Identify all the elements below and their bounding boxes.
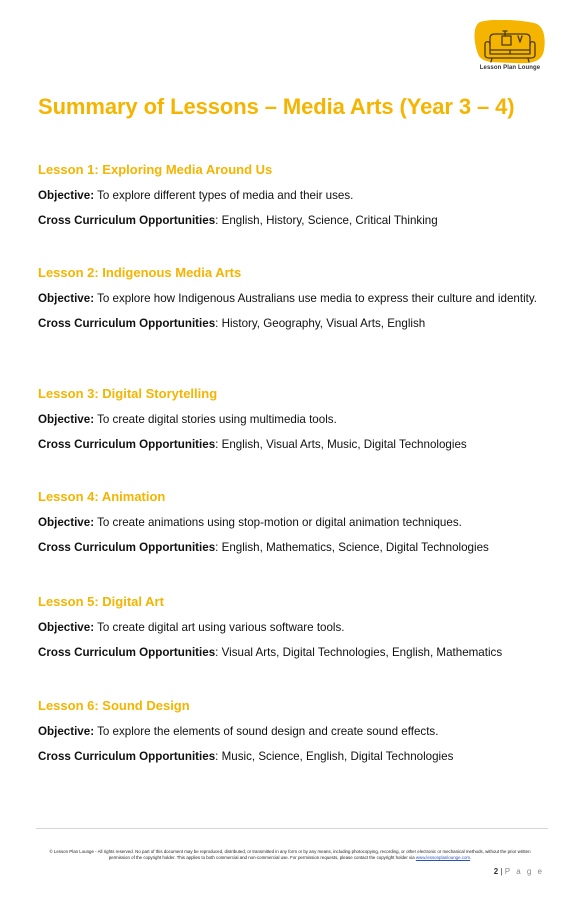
lesson-item [38,697,548,765]
objective-label: Objective: [38,621,95,634]
lesson-title: Lesson 1: Exploring Media Around Us [38,162,273,177]
sofa-icon [474,20,546,66]
objective-text: To create animations using stop-motion or digital animation techniques. [94,516,462,529]
page-word: P a g e [504,867,544,876]
objective-text: To create digital stories using multimedia tools. [94,413,337,426]
cross-label: Cross Curriculum Opportunities [38,438,216,451]
lesson-item [38,385,548,453]
lesson-item [38,264,548,332]
lesson-title: Lesson 6: Sound Design [38,698,190,713]
objective-label: Objective: [38,189,95,202]
lesson-item [38,161,548,229]
lesson-objective [38,187,548,204]
page-title: Summary of Lessons – Media Arts (Year 3 – 4) [38,94,515,119]
lesson-title: Lesson 2: Indigenous Media Arts [38,265,242,280]
cross-text: : Music, Science, English, Digital Technologies [215,750,454,763]
cross-text: : English, History, Science, Critical Thinking [215,214,438,227]
brand-logo [474,20,546,80]
lesson-title: Lesson 3: Digital Storytelling [38,386,218,401]
cross-text: : English, Mathematics, Science, Digital Technologies [215,541,489,554]
footer-copyright [40,849,540,861]
cross-label: Cross Curriculum Opportunities [38,214,216,227]
lesson-cross-curriculum [38,212,548,229]
lesson-title: Lesson 5: Digital Art [38,594,164,609]
objective-label: Objective: [38,725,95,738]
lesson-title: Lesson 4: Animation [38,489,166,504]
lesson-cross-curriculum [38,315,548,332]
cross-label: Cross Curriculum Opportunities [38,646,216,659]
lesson-objective [38,619,548,636]
cross-label: Cross Curriculum Opportunities [38,541,216,554]
objective-text: To explore the elements of sound design and create sound effects. [94,725,439,738]
page-number [494,867,544,876]
objective-label: Objective: [38,516,95,529]
website-link[interactable]: www.lessonplanlounge.com [415,855,471,860]
lesson-cross-curriculum [38,436,548,453]
cross-text: : Visual Arts, Digital Technologies, English, Mathematics [215,646,503,659]
lesson-item [38,488,548,556]
page-number-separator: | [498,867,505,876]
copyright-end: . [470,855,472,860]
objective-text: To explore how Indigenous Australians use media to express their culture and identity. [94,292,538,305]
lesson-cross-curriculum [38,644,548,661]
objective-text: To create digital art using various software tools. [94,621,345,634]
lesson-objective [38,723,548,740]
page-number-value: 2 [493,867,499,876]
lesson-objective [38,411,548,428]
copyright-text: © Lesson Plan Lounge - All rights reserved. No part of this document may be reproduced, distributed, or transmitted in any form or by any means, including photocopying, recording, or other electronic or mechanical methods, without the prior written permission of the copyright holder. This applies to both commercial and non-commercial use. For permission requests, please contact the copyright holder via [49,849,531,860]
footer-divider [36,828,548,829]
lesson-objective [38,290,548,307]
cross-label: Cross Curriculum Opportunities [38,317,216,330]
cross-text: : English, Visual Arts, Music, Digital Technologies [215,438,467,451]
brand-name: Lesson Plan Lounge [479,65,541,71]
lesson-cross-curriculum [38,748,548,765]
lesson-item [38,593,548,661]
objective-text: To explore different types of media and their uses. [94,189,354,202]
objective-label: Objective: [38,413,95,426]
lesson-objective [38,514,548,531]
cross-text: : History, Geography, Visual Arts, English [215,317,426,330]
objective-label: Objective: [38,292,95,305]
cross-label: Cross Curriculum Opportunities [38,750,216,763]
lesson-cross-curriculum [38,539,548,556]
